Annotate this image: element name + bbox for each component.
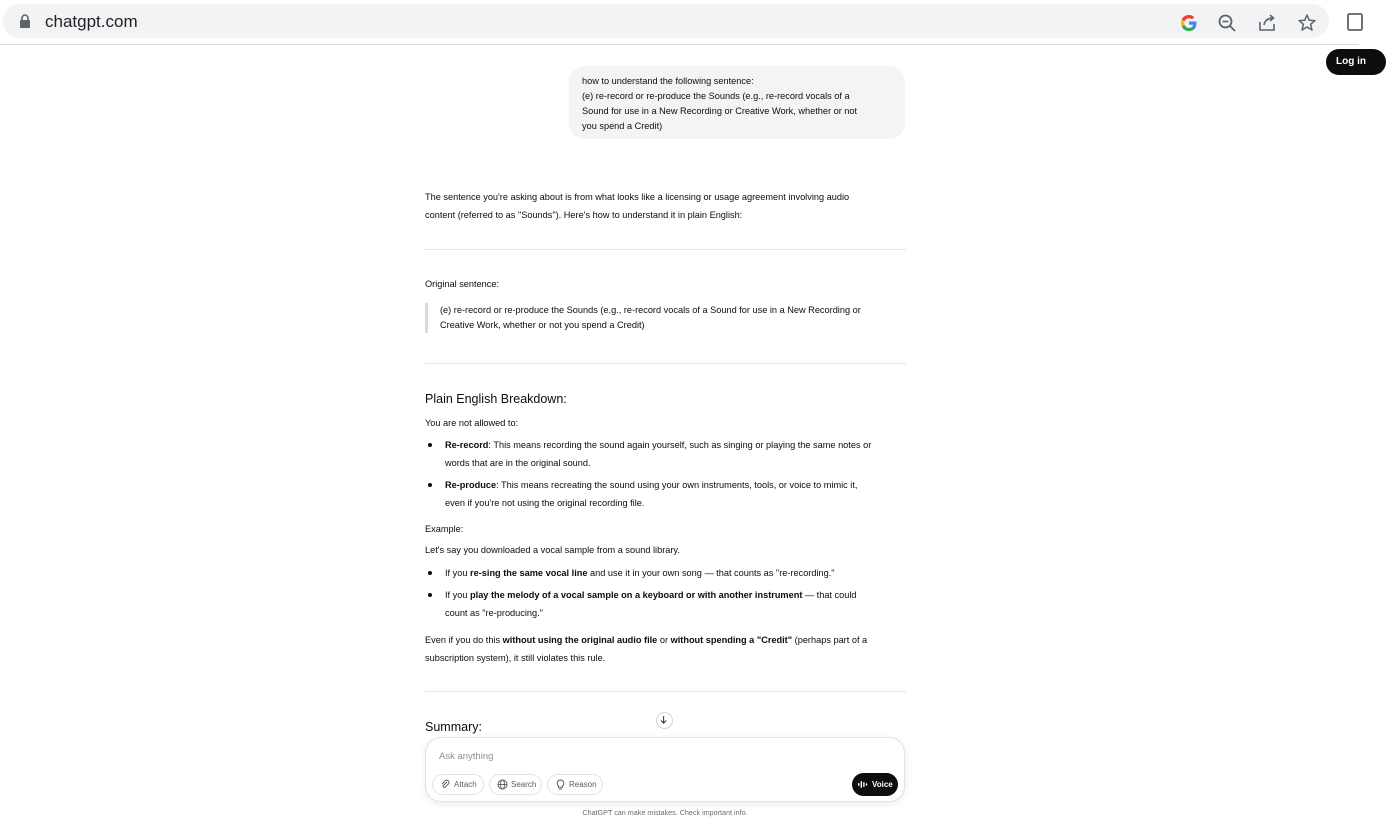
bullet-dot — [428, 483, 432, 487]
conclusion-bold: without spending a "Credit" — [670, 635, 793, 645]
quote-line: Creative Work, whether or not you spend a Credit) — [440, 320, 645, 330]
user-message-line: how to understand the following sentence: — [582, 76, 754, 86]
attach-button[interactable] — [432, 774, 484, 795]
not-allowed-text: You are not allowed to: — [425, 418, 519, 428]
message-composer — [425, 737, 905, 802]
intro-line: The sentence you're asking about is from what looks like a licensing or usage agreement involving audio — [425, 192, 850, 202]
summary-heading: Summary: — [425, 720, 482, 734]
example-text: If you — [445, 590, 471, 600]
rule-text: : This means recording the sound again yourself, such as singing or playing the same notes or — [488, 440, 872, 450]
voice-label: Voice — [872, 780, 893, 789]
intro-line: content (referred to as "Sounds"). Here's how to understand it in plain English: — [425, 210, 743, 220]
prompt-input[interactable] — [439, 748, 839, 764]
google-icon[interactable] — [1179, 13, 1199, 33]
bullet-dot — [428, 443, 432, 447]
reason-label: Reason — [569, 780, 597, 789]
user-message-line: you spend a Credit) — [582, 121, 663, 131]
divider — [425, 363, 906, 364]
bullet-dot — [428, 571, 432, 575]
user-message-bubble — [569, 66, 905, 139]
example-intro: Let's say you downloaded a vocal sample from a sound library. — [425, 545, 680, 555]
address-bar[interactable] — [3, 4, 1329, 38]
example-text: and use it in your own song — that counts as "re-recording." — [587, 568, 835, 578]
quote-line: (e) re-record or re-produce the Sounds (e.g., re-record vocals of a Sound for use in a New Recording or — [440, 305, 861, 315]
scroll-to-bottom-button[interactable] — [656, 712, 673, 729]
conclusion-text: subscription system), it still violates this rule. — [425, 653, 606, 663]
rule-text: even if you're not using the original recording file. — [445, 498, 645, 508]
original-sentence-quote — [425, 303, 905, 333]
rule-term: Re-produce — [445, 480, 497, 490]
example-text: If you — [445, 568, 471, 578]
divider — [425, 249, 906, 250]
search-label: Search — [511, 780, 537, 789]
waveform-icon — [858, 780, 868, 789]
zoom-out-icon[interactable] — [1217, 13, 1237, 33]
example-label: Example: — [425, 524, 464, 534]
original-sentence-label: Original sentence: — [425, 279, 500, 289]
url-text[interactable]: chatgpt.com — [45, 12, 138, 31]
globe-icon — [497, 779, 508, 790]
list-item — [425, 436, 907, 472]
conclusion-text: Even if you do this — [425, 635, 503, 645]
list-item — [425, 564, 907, 582]
example-text: — that could — [802, 590, 857, 600]
example-bold: play the melody of a vocal sample on a keyboard or with another instrument — [470, 590, 803, 600]
response-intro — [425, 188, 907, 224]
bookmark-star-icon[interactable] — [1297, 13, 1317, 33]
arrow-down-icon — [657, 713, 672, 728]
lightbulb-icon — [555, 779, 566, 790]
bullet-dot — [428, 593, 432, 597]
list-item — [425, 586, 907, 622]
breakdown-heading: Plain English Breakdown: — [425, 392, 567, 406]
browser-toolbar — [0, 0, 1359, 45]
attach-label: Attach — [454, 780, 477, 789]
login-button[interactable]: Log in — [1326, 49, 1386, 75]
voice-button[interactable] — [852, 773, 898, 796]
reason-button[interactable] — [547, 774, 603, 795]
user-message-line: Sound for use in a New Recording or Creative Work, whether or not — [582, 106, 858, 116]
side-panel-icon[interactable] — [1347, 13, 1359, 31]
conclusion-text: (perhaps part of a — [792, 635, 868, 645]
list-item — [425, 476, 907, 512]
conclusion-paragraph — [425, 631, 907, 667]
rule-term: Re-record — [445, 440, 489, 450]
user-message-line: (e) re-record or re-produce the Sounds (e.g., re-record vocals of a — [582, 91, 850, 101]
example-text: count as "re-producing." — [445, 608, 543, 618]
conclusion-bold: without using the original audio file — [502, 635, 658, 645]
disclaimer-text: ChatGPT can make mistakes. Check important info. — [582, 808, 748, 817]
share-icon[interactable] — [1257, 13, 1277, 33]
conclusion-text: or — [657, 635, 671, 645]
search-button[interactable] — [489, 774, 542, 795]
rule-text: : This means recreating the sound using your own instruments, tools, or voice to mimic it, — [496, 480, 858, 490]
divider — [425, 691, 906, 692]
paperclip-icon — [440, 779, 451, 790]
rule-text: words that are in the original sound. — [445, 458, 591, 468]
lock-icon[interactable] — [18, 13, 32, 29]
example-bold: re-sing the same vocal line — [470, 568, 588, 578]
